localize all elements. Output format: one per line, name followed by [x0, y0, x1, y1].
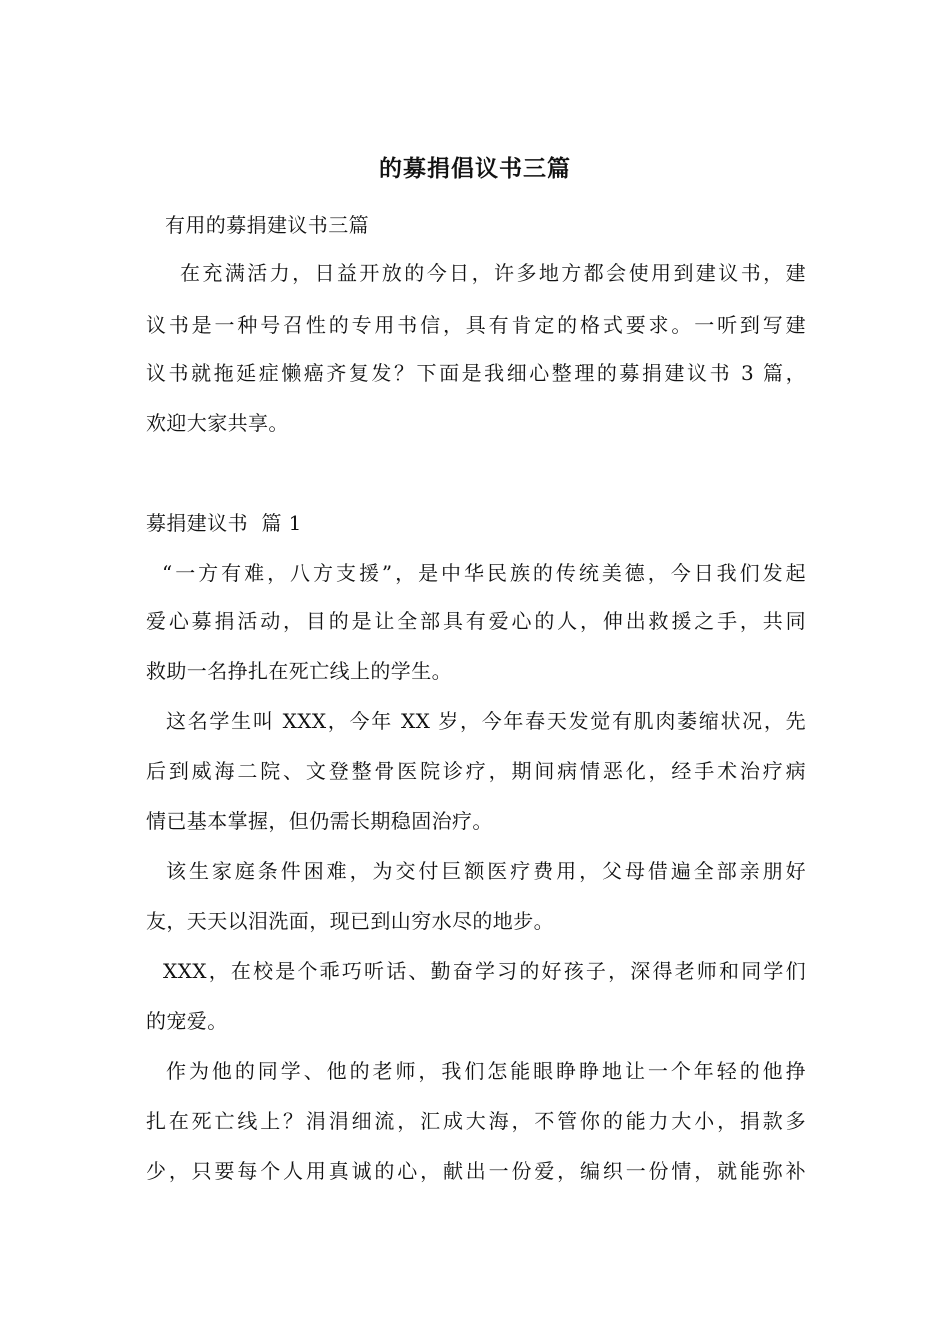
- subtitle: 有用的募捐建议书三篇: [165, 213, 369, 237]
- paragraph-line: 后到威海二院、文登整骨医院诊疗，期间病情恶化，经手术治疗病: [146, 759, 806, 783]
- paragraph-line: 的宠爱。: [146, 1009, 228, 1033]
- paragraph-line: XXX，在校是个乖巧听话、勤奋学习的好孩子，深得老师和同学们: [163, 959, 806, 983]
- paragraph-line: 情已基本掌握，但仍需长期稳固治疗。: [146, 809, 493, 833]
- intro-line: 欢迎大家共享。: [146, 411, 289, 435]
- paragraph-line: “一方有难，八方支援”，是中华民族的传统美德，今日我们发起: [162, 561, 806, 585]
- paragraph-line: 爱心募捐活动，目的是让全部具有爱心的人，伸出救援之手，共同: [146, 609, 806, 633]
- section-heading: 募捐建议书 篇 1: [146, 511, 302, 535]
- paragraph-line: 作为他的同学、他的老师，我们怎能眼睁睁地让一个年轻的他挣: [166, 1059, 806, 1083]
- document-title: 的募捐倡议书三篇: [379, 155, 571, 182]
- paragraph-line: 该生家庭条件困难，为交付巨额医疗费用，父母借遍全部亲朋好: [166, 859, 806, 883]
- intro-line: 议书是一种号召性的专用书信，具有肯定的格式要求。一听到写建: [146, 313, 806, 337]
- intro-line: 在充满活力，日益开放的今日，许多地方都会使用到建议书，建: [180, 261, 806, 285]
- paragraph-line: 扎在死亡线上？涓涓细流，汇成大海，不管你的能力大小，捐款多: [146, 1109, 806, 1133]
- paragraph-line: 这名学生叫 XXX，今年 XX 岁，今年春天发觉有肌肉萎缩状况，先: [166, 709, 806, 733]
- paragraph-line: 友，天天以泪洗面，现已到山穷水尽的地步。: [146, 909, 554, 933]
- paragraph-line: 少，只要每个人用真诚的心，献出一份爱，编织一份情，就能弥补: [146, 1159, 806, 1183]
- intro-line: 议书就拖延症懒癌齐复发？下面是我细心整理的募捐建议书 3 篇，: [146, 361, 806, 385]
- paragraph-line: 救助一名挣扎在死亡线上的学生。: [146, 659, 452, 683]
